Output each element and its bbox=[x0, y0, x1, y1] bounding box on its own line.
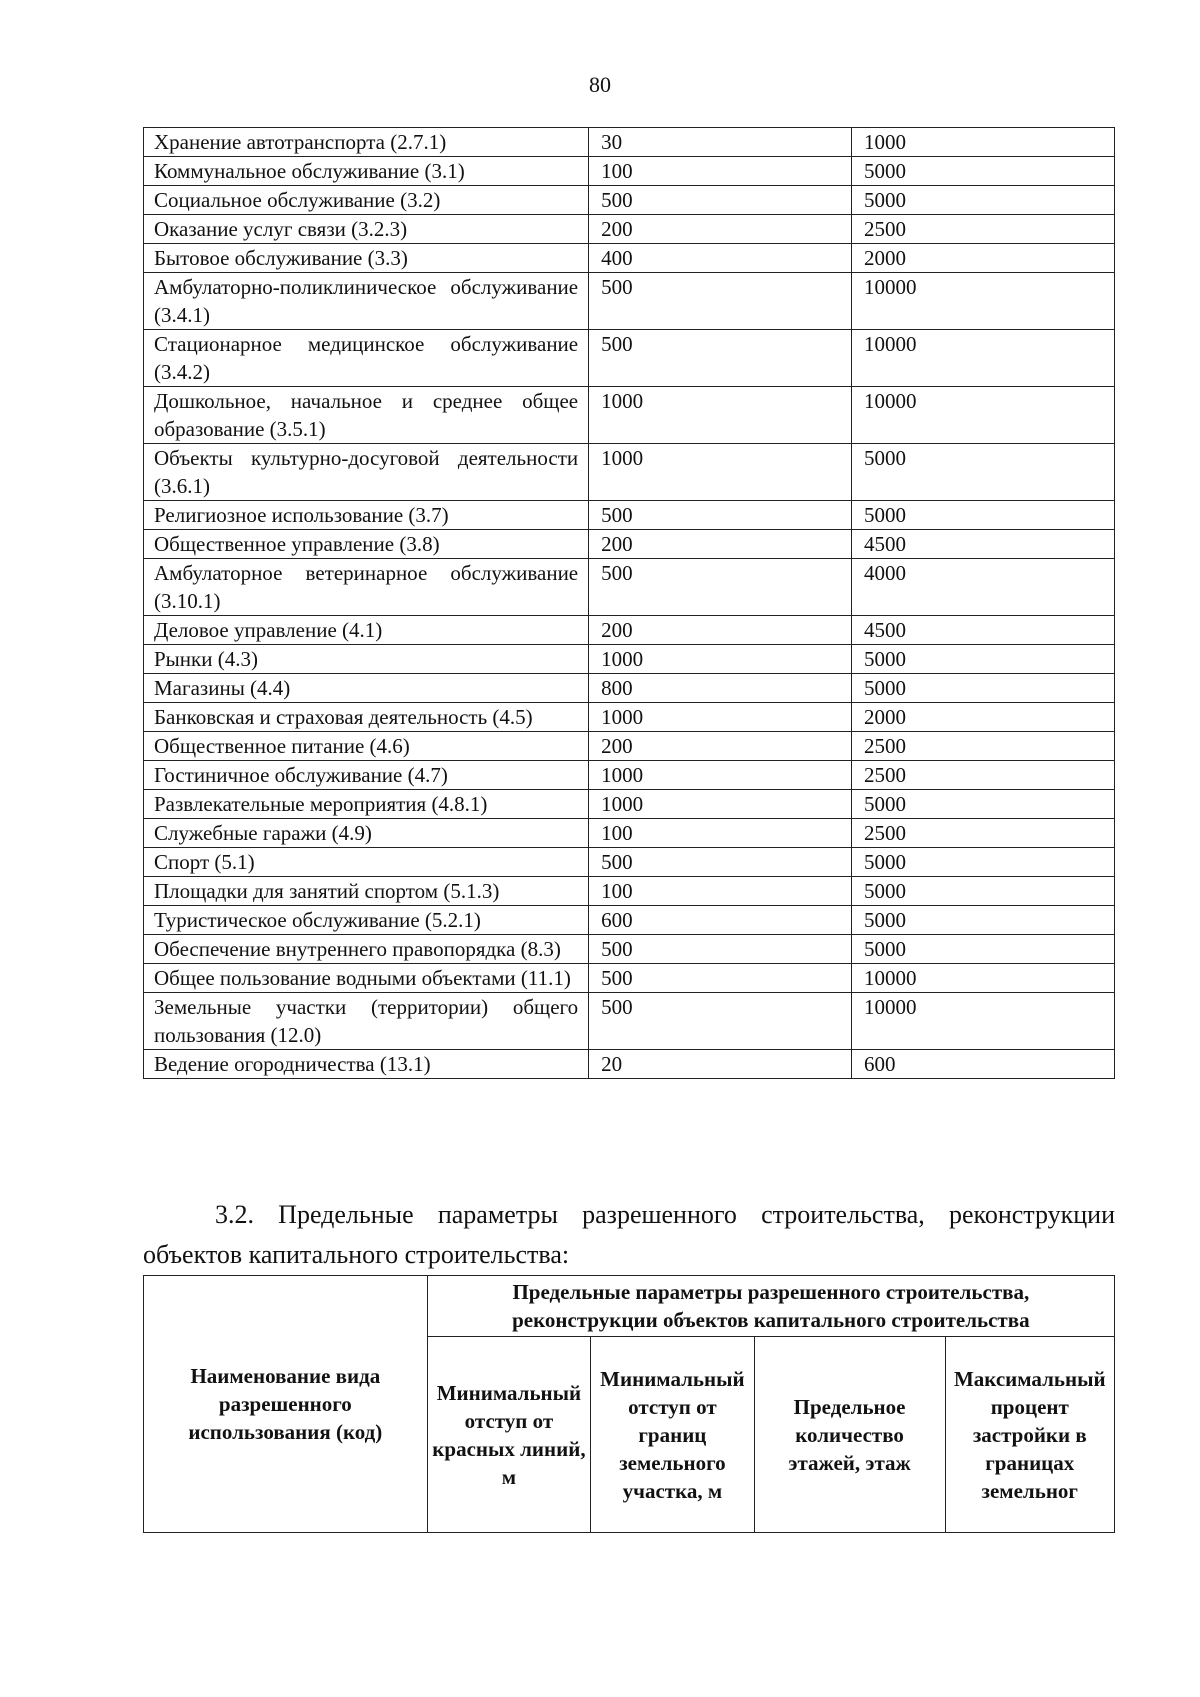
table-row bbox=[144, 790, 1115, 819]
use-name-cell: Амбулаторно-поликлиническое обслуживание (3.4.1) bbox=[144, 273, 589, 330]
construction-parameters-table bbox=[143, 1275, 1115, 1533]
table-row bbox=[144, 559, 1115, 616]
max-area-cell: 4000 bbox=[852, 559, 1115, 616]
use-name-cell: Коммунальное обслуживание (3.1) bbox=[144, 157, 589, 186]
max-area-cell: 5000 bbox=[852, 444, 1115, 501]
max-area-cell: 10000 bbox=[852, 993, 1115, 1050]
min-area-cell: 500 bbox=[589, 501, 852, 530]
min-area-cell: 500 bbox=[589, 993, 852, 1050]
table-row bbox=[144, 674, 1115, 703]
max-area-cell: 2500 bbox=[852, 819, 1115, 848]
land-plot-size-table-body bbox=[144, 128, 1115, 1079]
table-row bbox=[144, 128, 1115, 157]
min-area-cell: 800 bbox=[589, 674, 852, 703]
use-name-cell: Рынки (4.3) bbox=[144, 645, 589, 674]
min-area-cell: 1000 bbox=[589, 790, 852, 819]
table-row bbox=[144, 444, 1115, 501]
max-coverage-header: Максимальный процент застройки в границах земельног bbox=[945, 1337, 1114, 1533]
max-area-cell: 10000 bbox=[852, 964, 1115, 993]
use-name-cell: Общее пользование водными объектами (11.1) bbox=[144, 964, 589, 993]
use-name-cell: Амбулаторное ветеринарное обслуживание (3.10.1) bbox=[144, 559, 589, 616]
max-area-cell: 2500 bbox=[852, 732, 1115, 761]
table2-header-row-1 bbox=[144, 1276, 1115, 1337]
table-row bbox=[144, 215, 1115, 244]
min-area-cell: 200 bbox=[589, 616, 852, 645]
use-name-cell: Общественное питание (4.6) bbox=[144, 732, 589, 761]
min-area-cell: 1000 bbox=[589, 387, 852, 444]
min-area-cell: 100 bbox=[589, 819, 852, 848]
use-name-cell: Хранение автотранспорта (2.7.1) bbox=[144, 128, 589, 157]
min-area-cell: 1000 bbox=[589, 703, 852, 732]
max-area-cell: 5000 bbox=[852, 790, 1115, 819]
min-area-cell: 20 bbox=[589, 1050, 852, 1079]
use-name-cell: Общественное управление (3.8) bbox=[144, 530, 589, 559]
use-name-cell: Спорт (5.1) bbox=[144, 848, 589, 877]
use-name-cell: Стационарное медицинское обслуживание (3.4.2) bbox=[144, 330, 589, 387]
max-area-cell: 1000 bbox=[852, 128, 1115, 157]
max-area-cell: 2500 bbox=[852, 215, 1115, 244]
page-number: 80 bbox=[589, 72, 611, 97]
use-name-cell: Деловое управление (4.1) bbox=[144, 616, 589, 645]
table-row bbox=[144, 530, 1115, 559]
land-plot-size-table bbox=[143, 127, 1115, 1079]
parameters-group-header: Предельные параметры разрешенного строительства, реконструкции объектов капитального строительства bbox=[427, 1276, 1114, 1337]
table-row bbox=[144, 186, 1115, 215]
min-area-cell: 500 bbox=[589, 935, 852, 964]
max-area-cell: 5000 bbox=[852, 848, 1115, 877]
use-name-cell: Бытовое обслуживание (3.3) bbox=[144, 244, 589, 273]
max-floors-header: Предельное количество этажей, этаж bbox=[754, 1337, 945, 1533]
use-name-cell: Земельные участки (территории) общего пользования (12.0) bbox=[144, 993, 589, 1050]
table-row bbox=[144, 330, 1115, 387]
max-area-cell: 10000 bbox=[852, 330, 1115, 387]
use-name-cell: Обеспечение внутреннего правопорядка (8.3) bbox=[144, 935, 589, 964]
max-area-cell: 10000 bbox=[852, 273, 1115, 330]
max-area-cell: 5000 bbox=[852, 157, 1115, 186]
use-name-cell: Туристическое обслуживание (5.2.1) bbox=[144, 906, 589, 935]
use-name-cell: Площадки для занятий спортом (5.1.3) bbox=[144, 877, 589, 906]
table-row bbox=[144, 761, 1115, 790]
use-name-cell: Ведение огородничества (13.1) bbox=[144, 1050, 589, 1079]
min-area-cell: 500 bbox=[589, 186, 852, 215]
table-row bbox=[144, 645, 1115, 674]
min-area-cell: 200 bbox=[589, 215, 852, 244]
use-name-cell: Гостиничное обслуживание (4.7) bbox=[144, 761, 589, 790]
max-area-cell: 600 bbox=[852, 1050, 1115, 1079]
max-area-cell: 5000 bbox=[852, 906, 1115, 935]
min-area-cell: 1000 bbox=[589, 444, 852, 501]
table-row bbox=[144, 877, 1115, 906]
min-area-cell: 100 bbox=[589, 877, 852, 906]
table-row bbox=[144, 387, 1115, 444]
min-area-cell: 200 bbox=[589, 732, 852, 761]
use-name-cell: Банковская и страховая деятельность (4.5) bbox=[144, 703, 589, 732]
max-area-cell: 5000 bbox=[852, 935, 1115, 964]
table-row bbox=[144, 993, 1115, 1050]
max-area-cell: 2000 bbox=[852, 244, 1115, 273]
use-name-cell: Объекты культурно-досуговой деятельности (3.6.1) bbox=[144, 444, 589, 501]
max-area-cell: 5000 bbox=[852, 674, 1115, 703]
use-name-cell: Социальное обслуживание (3.2) bbox=[144, 186, 589, 215]
table-row bbox=[144, 273, 1115, 330]
max-area-cell: 2500 bbox=[852, 761, 1115, 790]
table-row bbox=[144, 935, 1115, 964]
table-row bbox=[144, 964, 1115, 993]
table-row bbox=[144, 703, 1115, 732]
table-row bbox=[144, 848, 1115, 877]
max-area-cell: 5000 bbox=[852, 186, 1115, 215]
table-row bbox=[144, 616, 1115, 645]
min-area-cell: 500 bbox=[589, 848, 852, 877]
table-row bbox=[144, 732, 1115, 761]
section-heading-text: 3.2. Предельные параметры разрешенного строительства, реконструкции объектов капитального строительства: bbox=[143, 1200, 1115, 1269]
red-lines-setback-header: Минимальный отступ от красных линий, м bbox=[427, 1337, 590, 1533]
min-area-cell: 500 bbox=[589, 330, 852, 387]
section-heading bbox=[143, 1195, 1115, 1275]
max-area-cell: 5000 bbox=[852, 877, 1115, 906]
max-area-cell: 5000 bbox=[852, 501, 1115, 530]
table-row bbox=[144, 819, 1115, 848]
min-area-cell: 200 bbox=[589, 530, 852, 559]
min-area-cell: 1000 bbox=[589, 645, 852, 674]
use-name-cell: Оказание услуг связи (3.2.3) bbox=[144, 215, 589, 244]
use-name-cell: Магазины (4.4) bbox=[144, 674, 589, 703]
min-area-cell: 500 bbox=[589, 273, 852, 330]
max-area-cell: 5000 bbox=[852, 645, 1115, 674]
max-area-cell: 4500 bbox=[852, 616, 1115, 645]
min-area-cell: 1000 bbox=[589, 761, 852, 790]
max-area-cell: 10000 bbox=[852, 387, 1115, 444]
use-name-cell: Религиозное использование (3.7) bbox=[144, 501, 589, 530]
min-area-cell: 100 bbox=[589, 157, 852, 186]
name-column-header: Наименование вида разрешенного использования (код) bbox=[144, 1276, 428, 1533]
use-name-cell: Развлекательные мероприятия (4.8.1) bbox=[144, 790, 589, 819]
use-name-cell: Дошкольное, начальное и среднее общее образование (3.5.1) bbox=[144, 387, 589, 444]
max-area-cell: 2000 bbox=[852, 703, 1115, 732]
min-area-cell: 600 bbox=[589, 906, 852, 935]
table-row bbox=[144, 157, 1115, 186]
min-area-cell: 30 bbox=[589, 128, 852, 157]
min-area-cell: 500 bbox=[589, 559, 852, 616]
max-area-cell: 4500 bbox=[852, 530, 1115, 559]
use-name-cell: Служебные гаражи (4.9) bbox=[144, 819, 589, 848]
min-area-cell: 400 bbox=[589, 244, 852, 273]
table-row bbox=[144, 501, 1115, 530]
plot-boundary-setback-header: Минимальный отступ от границ земельного участка, м bbox=[591, 1337, 754, 1533]
min-area-cell: 500 bbox=[589, 964, 852, 993]
table-row bbox=[144, 244, 1115, 273]
table-row bbox=[144, 1050, 1115, 1079]
table-row bbox=[144, 906, 1115, 935]
